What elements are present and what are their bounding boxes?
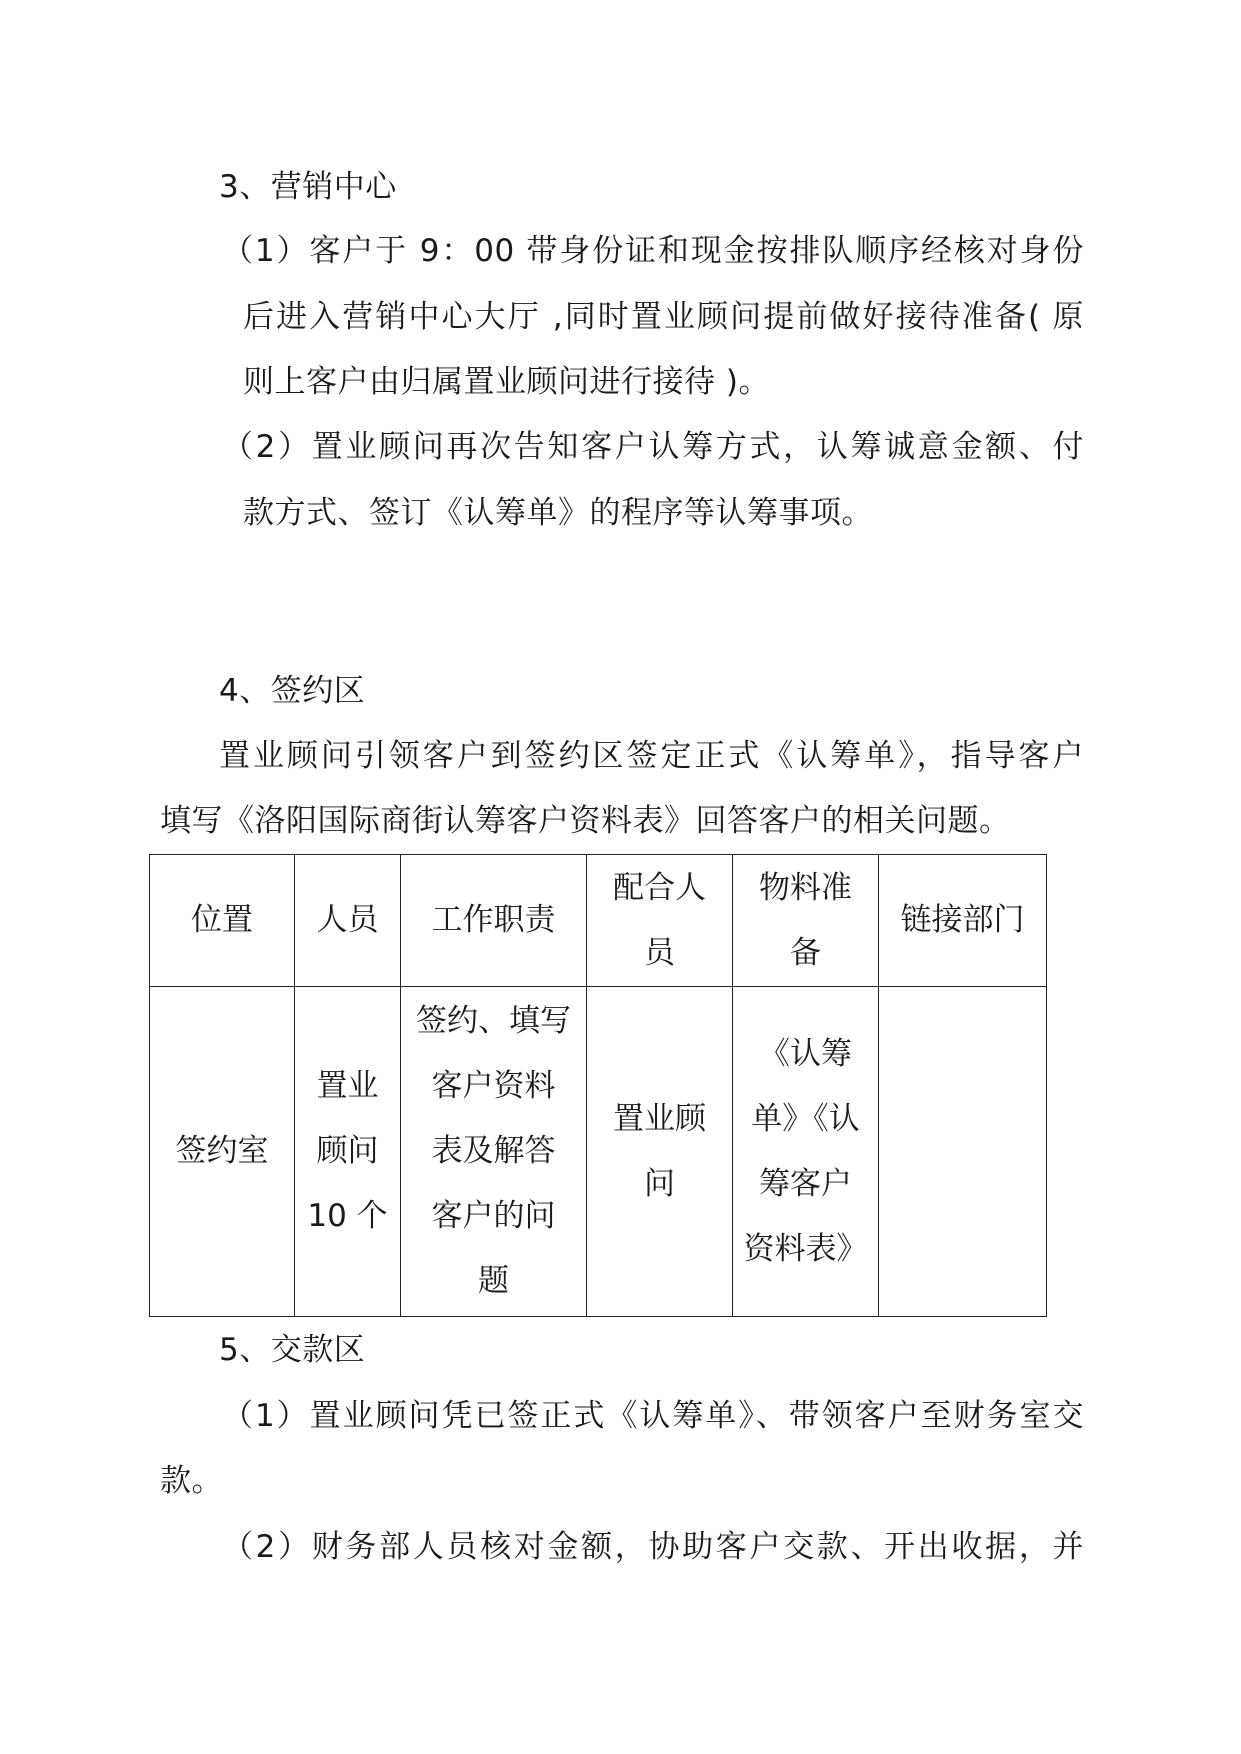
cell-link-dept bbox=[879, 987, 1047, 1317]
section-4-heading: 4、签约区 bbox=[219, 673, 366, 709]
signing-area-table bbox=[149, 854, 1047, 1317]
cell-materials: 《认筹 单》《认 筹客户 资料表》 bbox=[733, 987, 879, 1317]
header-staff: 人员 bbox=[295, 855, 401, 987]
section-3-item-1-line-3: 则上客户由归属置业顾问进行接待 )。 bbox=[243, 364, 770, 400]
section-3-heading: 3、营销中心 bbox=[219, 169, 397, 205]
section-5-item-2-line-1: （2）财务部人员核对金额，协助客户交款、开出收据，并 bbox=[222, 1529, 1084, 1565]
cell-staff: 置业 顾问 10 个 bbox=[295, 987, 401, 1317]
section-4-para-line-1: 置业顾问引领客户到签约区签定正式《认筹单》，指导客户 bbox=[219, 738, 1084, 774]
section-3-item-2-line-2: 款方式、签订《认筹单》的程序等认筹事项。 bbox=[243, 495, 873, 531]
header-link-dept: 链接部门 bbox=[879, 855, 1047, 987]
cell-position: 签约室 bbox=[150, 987, 295, 1317]
section-4-para-line-2: 填写《洛阳国际商街认筹客户资料表》回答客户的相关问题。 bbox=[160, 803, 1011, 839]
header-duty: 工作职责 bbox=[401, 855, 587, 987]
section-5-heading: 5、交款区 bbox=[219, 1332, 366, 1368]
header-position: 位置 bbox=[150, 855, 295, 987]
header-partner: 配合人 员 bbox=[587, 855, 733, 987]
table-row bbox=[150, 987, 1047, 1317]
section-5-item-1-line-2: 款。 bbox=[160, 1463, 223, 1499]
section-3-item-1-line-2: 后进入营销中心大厅 ,同时置业顾问提前做好接待准备( 原 bbox=[243, 299, 1084, 335]
section-3-item-2-line-1: （2）置业顾问再次告知客户认筹方式，认筹诚意金额、付 bbox=[222, 429, 1084, 465]
section-3-item-1-line-1: （1）客户于 9：00 带身份证和现金按排队顺序经核对身份 bbox=[222, 233, 1084, 269]
header-materials: 物料准 备 bbox=[733, 855, 879, 987]
table-header-row bbox=[150, 855, 1047, 987]
cell-partner: 置业顾 问 bbox=[587, 987, 733, 1317]
cell-duty: 签约、填写 客户资料 表及解答 客户的问 题 bbox=[401, 987, 587, 1317]
section-5-item-1-line-1: （1）置业顾问凭已签正式《认筹单》、带领客户至财务室交 bbox=[222, 1398, 1084, 1434]
